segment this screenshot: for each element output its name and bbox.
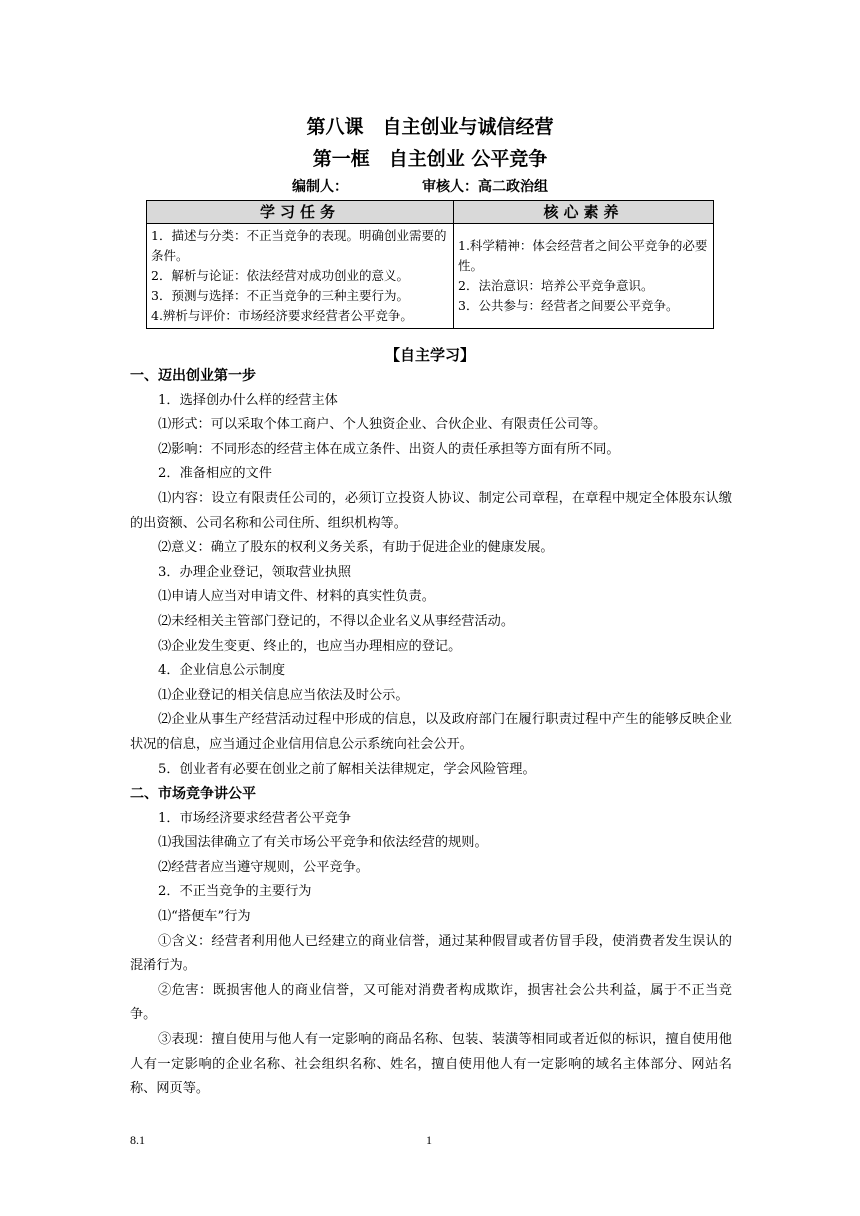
paragraph: ⑵未经相关主管部门登记的，不得以企业名义从事经营活动。 bbox=[158, 613, 515, 629]
paragraph: ②危害：既损害他人的商业信誉，又可能对消费者构成欺诈，损害社会公共利益，属于不正当竞争。 bbox=[130, 982, 732, 1023]
paragraph: ⑴我国法律确立了有关市场公平竞争和依法经营的规则。 bbox=[158, 835, 488, 851]
task-item: 1．描述与分类：不正当竞争的表现。明确创业需要的条件。 bbox=[151, 228, 447, 263]
paragraph: ⑵意义：确立了股东的权利义务关系，有助于促进企业的健康发展。 bbox=[158, 540, 554, 556]
paragraph: ⑴内容：设立有限责任公司的，必须订立投资人协议、制定公司章程，在章程中规定全体股东认缴的出资额、公司名称和公司住所、组织机构等。 bbox=[130, 490, 732, 531]
paragraph: ⑶企业发生变更、终止的，也应当办理相应的登记。 bbox=[158, 638, 462, 654]
paragraph: 2．不正当竞争的主要行为 bbox=[158, 884, 312, 900]
paragraph: ⑴“搭便车”行为 bbox=[158, 909, 251, 925]
task-item: 3．预测与选择：不正当竞争的三种主要行为。 bbox=[151, 288, 409, 303]
task-table bbox=[146, 200, 714, 329]
competency-item: 1.科学精神：体会经营者之间公平竞争的必要性。 bbox=[458, 238, 708, 273]
editor-line bbox=[292, 176, 548, 196]
page-number: 1 bbox=[426, 1133, 432, 1147]
paragraph: ⑴形式：可以采取个体工商户、个人独资企业、合伙企业、有限责任公司等。 bbox=[158, 417, 607, 433]
competency-list bbox=[454, 224, 714, 329]
paragraph: 5．创业者有必要在创业之前了解相关法律规定，学会风险管理。 bbox=[158, 761, 536, 777]
task-header: 学习任务 bbox=[147, 201, 454, 224]
paragraph: ⑵影响：不同形态的经营主体在成立条件、出资人的责任承担等方面有所不同。 bbox=[158, 441, 620, 457]
paragraph: ③表现：擅自使用与他人有一定影响的商品名称、包装、装潢等相同或者近似的标识，擅自使用他人有一定影响的企业名称、社会组织名称、姓名，擅自使用他人有一定影响的域名主体部分、网站名称、网页等。 bbox=[130, 1032, 732, 1097]
paragraph: ⑴企业登记的相关信息应当依法及时公示。 bbox=[158, 687, 409, 703]
paragraph: 1．选择创办什么样的经营主体 bbox=[158, 392, 338, 408]
paragraph: 1．市场经济要求经营者公平竞争 bbox=[158, 810, 352, 826]
paragraph: 3．办理企业登记，领取营业执照 bbox=[158, 564, 352, 580]
reviewer-label: 审核人：高二政治组 bbox=[422, 179, 548, 195]
competency-item: 3．公共参与：经营者之间要公平竞争。 bbox=[458, 298, 679, 313]
competency-item: 2．法治意识：培养公平竞争意识。 bbox=[458, 278, 654, 293]
competency-header: 核心素养 bbox=[454, 201, 714, 224]
task-item: 2．解析与论证：依法经营对成功创业的意义。 bbox=[151, 268, 409, 283]
lesson-title: 第八课 自主创业与诚信经营 bbox=[306, 116, 554, 138]
editor-label: 编制人： bbox=[292, 179, 348, 195]
self-study-heading: 【自主学习】 bbox=[384, 346, 475, 364]
task-item: 4.辨析与评价：市场经济要求经营者公平竞争。 bbox=[151, 308, 413, 323]
paragraph: ⑴申请人应当对申请文件、材料的真实性负责。 bbox=[158, 589, 435, 605]
paragraph: ⑵企业从事生产经营活动过程中形成的信息，以及政府部门在履行职责过程中产生的能够反映企业状况的信息，应当通过企业信用信息公示系统向社会公开。 bbox=[130, 712, 732, 752]
paragraph: 4．企业信息公示制度 bbox=[158, 663, 286, 679]
footer-label: 8.1 bbox=[130, 1133, 145, 1147]
body-text bbox=[130, 364, 732, 1102]
paragraph: ①含义：经营者利用他人已经建立的商业信誉，通过某种假冒或者仿冒手段，使消费者发生误认的混淆行为。 bbox=[130, 933, 732, 974]
task-list bbox=[147, 224, 454, 329]
paragraph: 2．准备相应的文件 bbox=[158, 466, 272, 482]
section-title: 二、市场竞争讲公平 bbox=[130, 786, 256, 803]
paragraph: ⑵经营者应当遵守规则，公平竞争。 bbox=[158, 859, 369, 875]
frame-title: 第一框 自主创业 公平竞争 bbox=[312, 148, 548, 170]
section-title: 一、迈出创业第一步 bbox=[130, 368, 256, 384]
